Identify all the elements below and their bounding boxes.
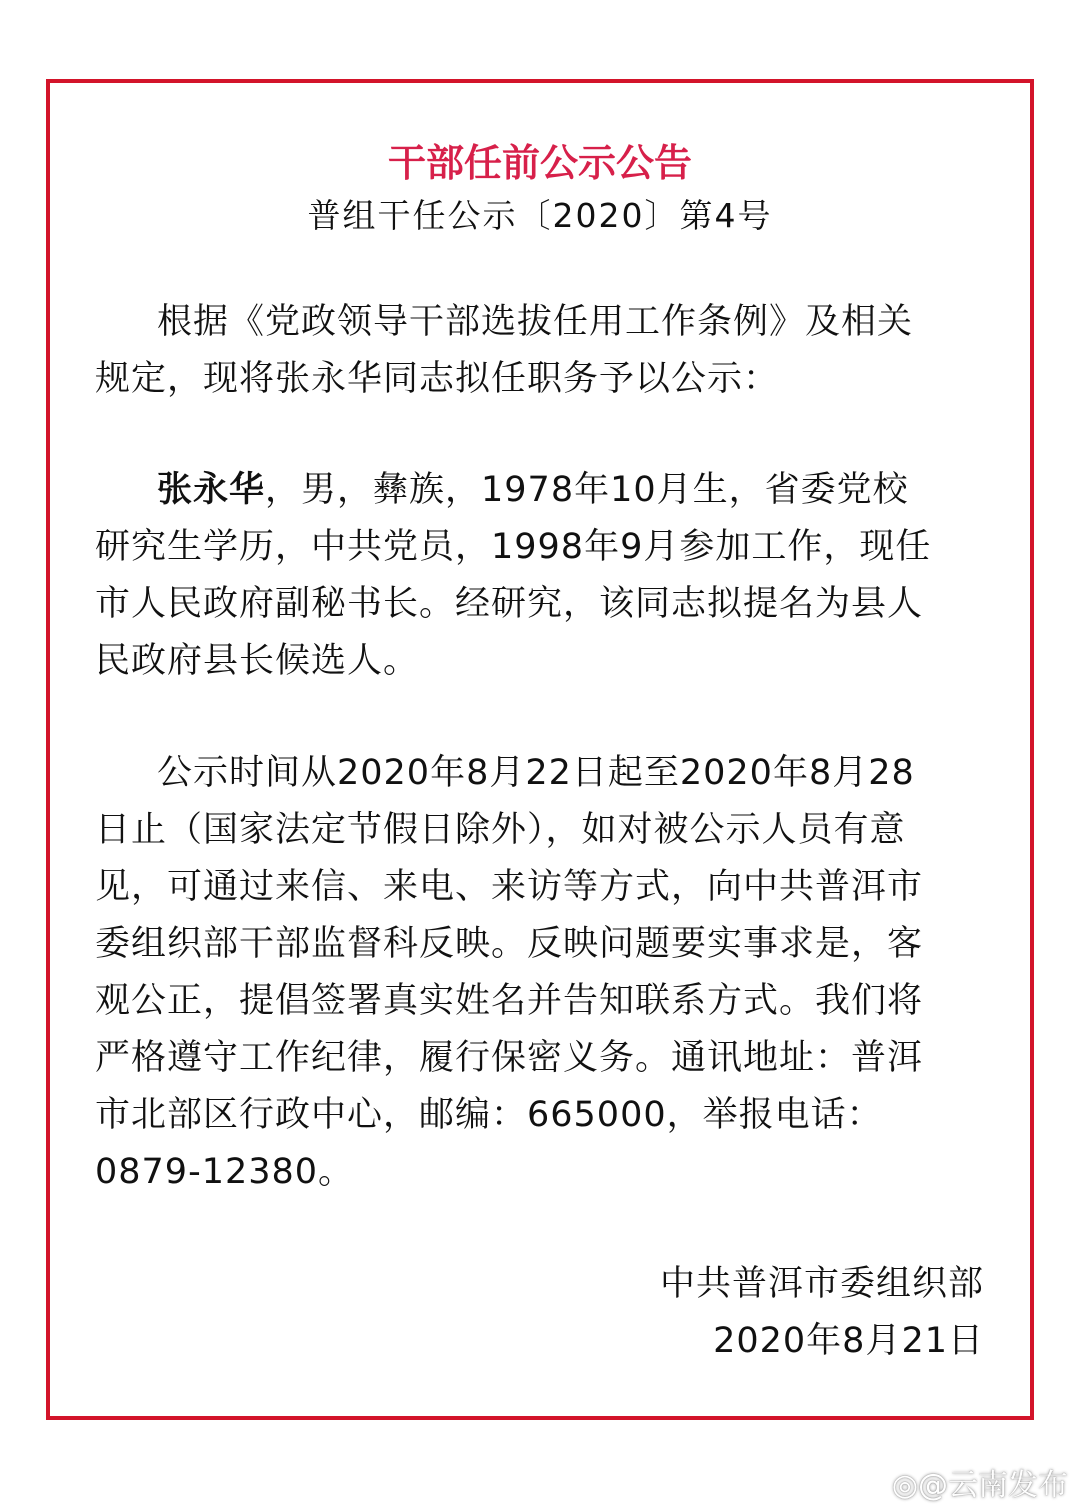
para2-line [157,468,909,512]
para3-line: 严格遵守工作纪律，履行保密义务。通讯地址：普洱 [95,1038,924,1078]
para3-line: 0879-12380。 [95,1152,355,1192]
para3-line: 公示时间从2020年8月22日起至2020年8月28 [157,753,915,793]
para2-line: 民政府县长候选人。 [95,641,420,681]
para3-line: 市北部区行政中心，邮编：665000，举报电话： [95,1095,883,1135]
candidate-name: 张永华 [157,470,266,510]
signature-org: 中共普洱市委组织部 [659,1264,984,1304]
para3-line: 委组织部干部监督科反映。反映问题要实事求是，客 [95,924,924,964]
notice-title: 干部任前公示公告 [387,141,692,185]
document-number: 普组干任公示〔2020〕第4号 [307,196,773,235]
para3-line: 见，可通过来信、来电、来访等方式，向中共普洱市 [95,867,924,907]
para1-line: 规定，现将张永华同志拟任职务予以公示： [95,359,780,399]
signature-date: 2020年8月21日 [713,1321,984,1361]
red-border-frame [46,79,1034,1420]
para2-line: 市人民政府副秘书长。经研究，该同志拟提名为县人 [95,584,924,624]
para2-line: 研究生学历，中共党员，1998年9月参加工作，现任 [95,527,932,567]
weibo-icon: ◎ [891,1468,918,1503]
para3-line: 日止（国家法定节假日除外），如对被公示人员有意 [95,810,906,850]
para1-line: 根据《党政领导干部选拔任用工作条例》及相关 [157,302,914,342]
weibo-watermark [892,1460,1068,1504]
candidate-info: ，男，彝族，1978年10月生，省委党校 [265,470,909,510]
watermark-text: @云南发布 [918,1468,1068,1503]
para3-line: 观公正，提倡签署真实姓名并告知联系方式。我们将 [95,981,924,1021]
